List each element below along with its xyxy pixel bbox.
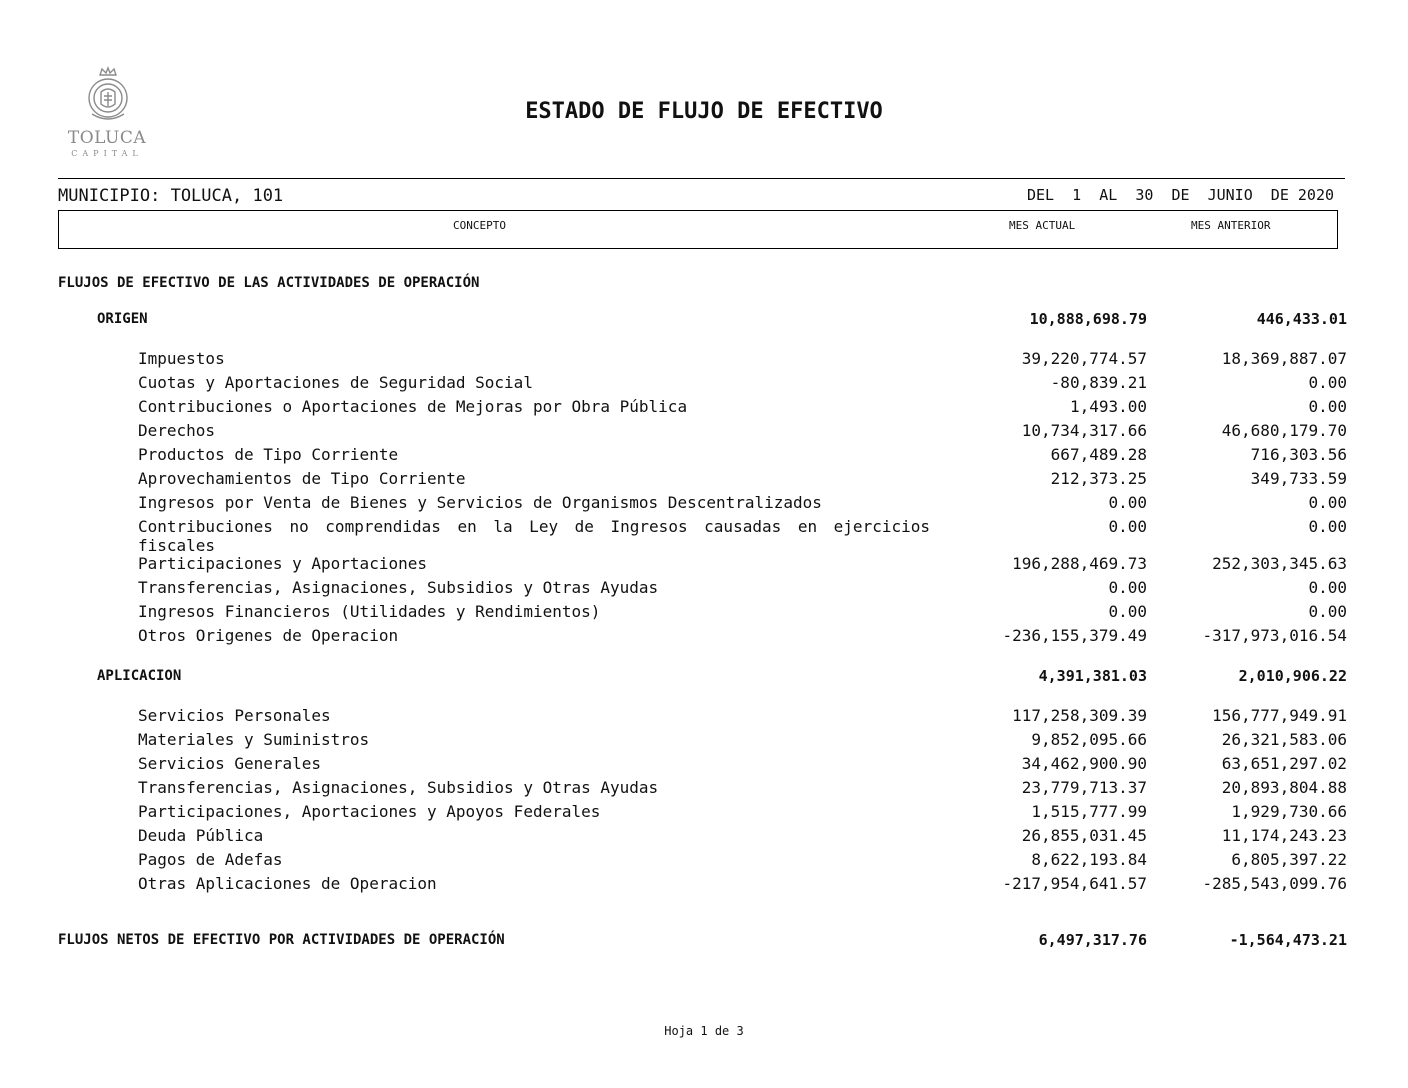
column-header-box xyxy=(58,210,1338,249)
table-cell-actual: 8,622,193.84 xyxy=(1031,850,1147,869)
header-concepto: CONCEPTO xyxy=(453,219,506,232)
table-cell-anterior: 46,680,179.70 xyxy=(1221,421,1347,440)
table-cell-anterior: 63,651,297.02 xyxy=(1221,754,1347,773)
table-cell-anterior: 0.00 xyxy=(1308,373,1347,392)
table-row-label: Materiales y Suministros xyxy=(138,730,370,749)
table-cell-actual: 0.00 xyxy=(1108,517,1147,536)
table-cell-actual: 667,489.28 xyxy=(1050,445,1147,464)
table-row-label: Otros Origenes de Operacion xyxy=(138,626,399,645)
table-cell-actual: -80,839.21 xyxy=(1050,373,1147,392)
table-cell-anterior: 1,929,730.66 xyxy=(1231,802,1347,821)
table-cell-anterior: 716,303.56 xyxy=(1250,445,1347,464)
origen-label: ORIGEN xyxy=(97,311,148,327)
table-row-label: Transferencias, Asignaciones, Subsidios y Otras Ayudas xyxy=(138,778,659,797)
table-cell-actual: 117,258,309.39 xyxy=(1012,706,1147,725)
table-cell-actual: 39,220,774.57 xyxy=(1021,349,1147,368)
table-row-label: Contribuciones no comprendidas en la Ley de Ingresos causadas en ejercicios fiscales xyxy=(138,517,930,555)
netos-label: FLUJOS NETOS DE EFECTIVO POR ACTIVIDADES DE OPERACIÓN xyxy=(58,932,505,948)
page-number: Hoja 1 de 3 xyxy=(664,1024,744,1038)
table-cell-anterior: -285,543,099.76 xyxy=(1202,874,1347,893)
table-row-label: Ingresos por Venta de Bienes y Servicios de Organismos Descentralizados xyxy=(138,493,822,512)
origen-total-anterior: 446,433.01 xyxy=(1256,310,1347,328)
header-mes-actual: MES ACTUAL xyxy=(1009,219,1076,232)
table-row-label: Impuestos xyxy=(138,349,225,368)
table-cell-anterior: 0.00 xyxy=(1308,602,1347,621)
table-cell-actual: 0.00 xyxy=(1108,493,1147,512)
table-row-label: Servicios Generales xyxy=(138,754,322,773)
table-cell-actual: -217,954,641.57 xyxy=(1002,874,1147,893)
table-cell-anterior: 0.00 xyxy=(1308,517,1347,536)
logo-name: TOLUCA xyxy=(67,128,147,148)
table-cell-actual: 23,779,713.37 xyxy=(1021,778,1147,797)
section-title: FLUJOS DE EFECTIVO DE LAS ACTIVIDADES DE OPERACIÓN xyxy=(58,275,480,291)
netos-actual: 6,497,317.76 xyxy=(1038,931,1147,949)
table-row-label: Participaciones, Aportaciones y Apoyos Federales xyxy=(138,802,601,821)
table-cell-anterior: 252,303,345.63 xyxy=(1212,554,1347,573)
table-cell-actual: -236,155,379.49 xyxy=(1002,626,1147,645)
table-cell-anterior: 0.00 xyxy=(1308,578,1347,597)
table-row-label: Cuotas y Aportaciones de Seguridad Social xyxy=(138,373,533,392)
table-cell-anterior: -317,973,016.54 xyxy=(1202,626,1347,645)
aplicacion-total-actual: 4,391,381.03 xyxy=(1038,667,1147,685)
table-row-label: Derechos xyxy=(138,421,216,440)
table-cell-actual: 26,855,031.45 xyxy=(1021,826,1147,845)
table-row-label: Deuda Pública xyxy=(138,826,264,845)
table-cell-anterior: 6,805,397.22 xyxy=(1231,850,1347,869)
page-title: ESTADO DE FLUJO DE EFECTIVO xyxy=(525,99,883,124)
table-row-label: Ingresos Financieros (Utilidades y Rendimientos) xyxy=(138,602,601,621)
table-row-label: Contribuciones o Aportaciones de Mejoras por Obra Pública xyxy=(138,397,688,416)
netos-anterior: -1,564,473.21 xyxy=(1229,931,1347,949)
table-cell-actual: 196,288,469.73 xyxy=(1012,554,1147,573)
aplicacion-total-anterior: 2,010,906.22 xyxy=(1238,667,1347,685)
table-cell-actual: 1,493.00 xyxy=(1069,397,1147,416)
table-cell-anterior: 26,321,583.06 xyxy=(1221,730,1347,749)
municipio-label: MUNICIPIO: TOLUCA, 101 xyxy=(58,186,284,206)
table-cell-anterior: 18,369,887.07 xyxy=(1221,349,1347,368)
table-cell-actual: 10,734,317.66 xyxy=(1021,421,1147,440)
table-row-label: Otras Aplicaciones de Operacion xyxy=(138,874,437,893)
table-cell-actual: 0.00 xyxy=(1108,578,1147,597)
header-mes-anterior: MES ANTERIOR xyxy=(1191,219,1271,232)
table-cell-anterior: 0.00 xyxy=(1308,493,1347,512)
table-cell-anterior: 0.00 xyxy=(1308,397,1347,416)
table-cell-anterior: 11,174,243.23 xyxy=(1221,826,1347,845)
table-row-label: Servicios Personales xyxy=(138,706,331,725)
origen-total-actual: 10,888,698.79 xyxy=(1029,310,1147,328)
table-row-label: Participaciones y Aportaciones xyxy=(138,554,427,573)
table-row-label: Transferencias, Asignaciones, Subsidios y Otras Ayudas xyxy=(138,578,659,597)
table-cell-actual: 9,852,095.66 xyxy=(1031,730,1147,749)
aplicacion-label: APLICACION xyxy=(97,668,182,684)
table-cell-anterior: 349,733.59 xyxy=(1250,469,1347,488)
periodo-label: DEL 1 AL 30 DE JUNIO DE 2020 xyxy=(1026,186,1334,204)
table-cell-actual: 1,515,777.99 xyxy=(1031,802,1147,821)
table-row-label: Productos de Tipo Corriente xyxy=(138,445,399,464)
logo-subtitle: CAPITAL xyxy=(71,149,143,158)
table-row-label: Aprovechamientos de Tipo Corriente xyxy=(138,469,466,488)
table-cell-anterior: 156,777,949.91 xyxy=(1212,706,1347,725)
table-row-label: Pagos de Adefas xyxy=(138,850,283,869)
top-divider xyxy=(58,178,1345,179)
table-cell-actual: 212,373.25 xyxy=(1050,469,1147,488)
table-cell-actual: 34,462,900.90 xyxy=(1021,754,1147,773)
table-cell-anterior: 20,893,804.88 xyxy=(1221,778,1347,797)
table-cell-actual: 0.00 xyxy=(1108,602,1147,621)
